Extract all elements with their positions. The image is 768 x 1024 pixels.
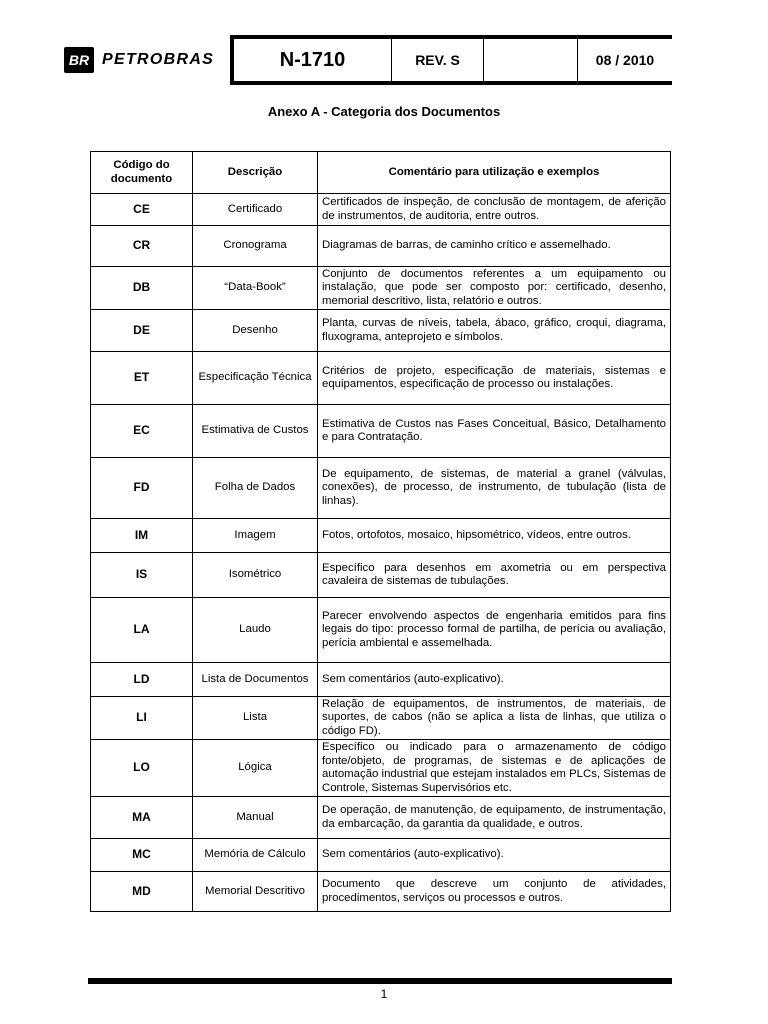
row-code: DE [91, 310, 193, 352]
row-code: EC [91, 405, 193, 458]
row-code: CE [91, 194, 193, 226]
table-row [91, 267, 671, 310]
document-header [230, 35, 672, 85]
row-description: “Data-Book” [193, 267, 318, 310]
row-comment: Sem comentários (auto-explicativo). [318, 663, 671, 697]
row-description: Lógica [193, 740, 318, 797]
table-row [91, 598, 671, 663]
table-row [91, 226, 671, 267]
revision: REV. S [392, 39, 484, 81]
row-comment: Planta, curvas de níveis, tabela, ábaco, gráfico, croqui, diagrama, fluxograma, anteprojeto e símbolos. [318, 310, 671, 352]
row-code: LA [91, 598, 193, 663]
table-row [91, 405, 671, 458]
row-description: Cronograma [193, 226, 318, 267]
table-row [91, 352, 671, 405]
row-code: FD [91, 458, 193, 519]
table-header-row [91, 152, 671, 194]
table-row [91, 663, 671, 697]
row-comment: Documento que descreve um conjunto de atividades, procedimentos, serviços ou processos e outros. [318, 872, 671, 912]
header-comment: Comentário para utilização e exemplos [318, 152, 671, 194]
row-description: Lista de Documentos [193, 663, 318, 697]
row-comment: Conjunto de documentos referentes a um equipamento ou instalação, que pode ser composto por: certificado, desenho, memorial descritivo, lista, relatório e outros. [318, 267, 671, 310]
row-comment: Sem comentários (auto-explicativo). [318, 839, 671, 872]
row-description: Isométrico [193, 553, 318, 598]
row-comment: Específico ou indicado para o armazenamento de código fonte/objeto, de programas, de sistemas e de aplicações de automação industrial que estejam instalados em PLCs, Sistemas de Controle, Sistemas Supervisórios etc. [318, 740, 671, 797]
row-code: LD [91, 663, 193, 697]
row-comment: Relação de equipamentos, de instrumentos, de materiais, de suportes, de cabos (não se aplica a lista de linhas, que utiliza o código FD). [318, 697, 671, 740]
page-number: 1 [380, 987, 388, 1001]
table-row [91, 797, 671, 839]
row-comment: Diagramas de barras, de caminho crítico e assemelhado. [318, 226, 671, 267]
row-comment: Estimativa de Custos nas Fases Conceitual, Básico, Detalhamento e para Contratação. [318, 405, 671, 458]
table-row [91, 553, 671, 598]
row-comment: Critérios de projeto, especificação de materiais, sistemas e equipamentos, especificação de processo ou instalações. [318, 352, 671, 405]
table-row [91, 458, 671, 519]
row-description: Imagem [193, 519, 318, 553]
row-description: Desenho [193, 310, 318, 352]
row-comment: Certificados de inspeção, de conclusão de montagem, de aferição de instrumentos, de auditoria, entre outros. [318, 194, 671, 226]
row-description: Folha de Dados [193, 458, 318, 519]
document-category-table [90, 151, 671, 912]
brand-name: PETROBRAS [102, 51, 215, 68]
row-description: Estimativa de Custos [193, 405, 318, 458]
br-logo-mark: BR [64, 47, 94, 73]
table-row [91, 740, 671, 797]
page-title: Anexo A - Categoria dos Documentos [267, 104, 501, 119]
row-description: Memorial Descritivo [193, 872, 318, 912]
row-code: IM [91, 519, 193, 553]
table-row [91, 194, 671, 226]
row-code: CR [91, 226, 193, 267]
document-date: 08 / 2010 [595, 52, 655, 68]
row-code: ET [91, 352, 193, 405]
row-code: DB [91, 267, 193, 310]
table-row [91, 839, 671, 872]
row-code: LO [91, 740, 193, 797]
row-comment: Fotos, ortofotos, mosaico, hipsométrico, vídeos, entre outros. [318, 519, 671, 553]
petrobras-logo [64, 46, 214, 74]
row-comment: Específico para desenhos em axometria ou em perspectiva cavaleira de sistemas de tubulações. [318, 553, 671, 598]
row-code: LI [91, 697, 193, 740]
row-comment: De operação, de manutenção, de equipamento, de instrumentação, da embarcação, da garantia da qualidade, e outros. [318, 797, 671, 839]
row-code: MD [91, 872, 193, 912]
table-row [91, 697, 671, 740]
row-description: Laudo [193, 598, 318, 663]
row-code: IS [91, 553, 193, 598]
table-row [91, 310, 671, 352]
footer-rule [88, 978, 672, 984]
row-code: MC [91, 839, 193, 872]
row-description: Lista [193, 697, 318, 740]
header-description: Descrição [193, 152, 318, 194]
table-row [91, 872, 671, 912]
table-row [91, 519, 671, 553]
row-comment: De equipamento, de sistemas, de material a granel (válvulas, conexões), de processo, de instrumento, de tubulação (lista de linhas). [318, 458, 671, 519]
row-description: Manual [193, 797, 318, 839]
row-code: MA [91, 797, 193, 839]
header-code: Código do documento [91, 152, 193, 194]
header-blank-cell [484, 39, 578, 81]
document-number: N-1710 [234, 39, 392, 81]
row-description: Certificado [193, 194, 318, 226]
row-description: Memória de Cálculo [193, 839, 318, 872]
row-description: Especificação Técnica [193, 352, 318, 405]
row-comment: Parecer envolvendo aspectos de engenharia emitidos para fins legais do tipo: processo formal de partilha, de perícia ou avaliação, perícia ambiental e assemelhada. [318, 598, 671, 663]
